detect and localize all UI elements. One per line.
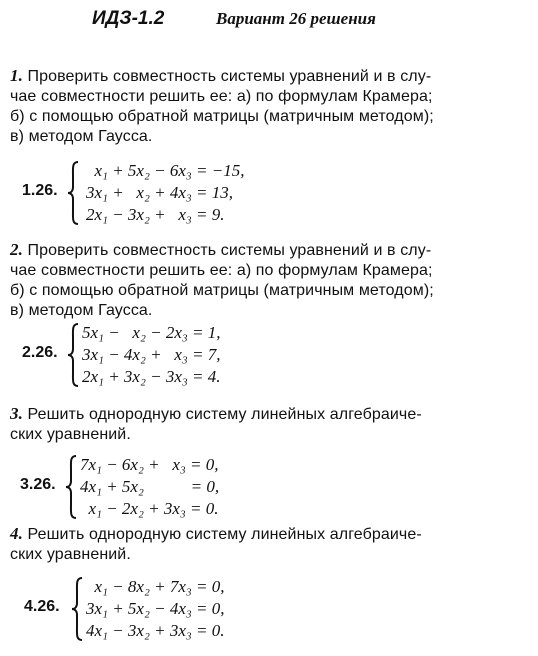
task-1-line-1: 1. Проверить совместность системы уравнений и в слу- [10,66,432,85]
task-4-line-1: 4. Решить однородную систему линейных алгебраиче- [10,524,422,543]
system-label: 4.26. [24,598,60,615]
equation-1: x₁ + 5x₂ − 6x₃ = −15, [86,161,245,180]
equation-1: 5x₁ − x₂ − 2x₃ = 1, [82,323,221,342]
task-1-number: 1. [10,66,23,85]
task-1-line-3: б) с помощью обратной матрицы (матричным методом); [10,108,434,125]
variant-title: Вариант 26 решения [216,9,376,28]
system-label: 2.26. [22,344,58,361]
task-2-statement [10,240,522,321]
equation-2: 3x₁ + 5x₂ − 4x₃ = 0, [86,599,225,618]
equation-1: 7x₁ − 6x₂ + x₃ = 0, [80,455,219,474]
task-1-line-2: чае совместности решить ее: а) по формулам Крамера; [10,88,433,105]
curly-brace-icon [64,454,78,520]
curly-brace-icon [70,576,84,642]
equation-3: x₁ − 2x₂ + 3x₃ = 0. [80,499,219,518]
task-2-line-1: 2. Проверить совместность системы уравнений и в слу- [10,240,432,259]
task-3-statement [10,404,522,445]
task-3-line-2: ских уравнений. [10,426,131,443]
system-1-26 [22,160,322,226]
equation-3: 4x₁ − 3x₂ + 3x₃ = 0. [86,621,225,640]
assignment-code: ИДЗ-1.2 [92,8,165,29]
system-4-26 [24,576,324,642]
system-3-26 [20,454,320,520]
system-2-26 [22,322,322,388]
curly-brace-icon [66,322,80,388]
task-2-number: 2. [10,240,23,259]
curly-brace-icon [66,160,80,226]
task-4-number: 4. [10,524,23,543]
equation-2: 4x₁ + 5x₂ = 0, [80,477,220,496]
equation-3: 2x₁ + 3x₂ − 3x₃ = 4. [82,367,221,386]
task-4-statement [10,524,522,565]
equation-3: 2x₁ − 3x₂ + x₃ = 9. [86,205,225,224]
task-1-line-4: в) методом Гаусса. [10,128,153,145]
page-header [0,8,538,34]
equation-1: x₁ − 8x₂ + 7x₃ = 0, [86,577,225,596]
system-label: 3.26. [20,476,56,493]
task-3-line-1: 3. Решить однородную систему линейных алгебраиче- [10,404,422,423]
task-2-line-4: в) методом Гаусса. [10,302,153,319]
task-2-line-2: чае совместности решить ее: а) по формулам Крамера; [10,262,433,279]
task-2-line-3: б) с помощью обратной матрицы (матричным методом); [10,282,434,299]
task-1-statement [10,66,522,147]
task-3-number: 3. [10,404,23,423]
task-4-line-2: ских уравнений. [10,546,131,563]
system-label: 1.26. [22,182,58,199]
equation-2: 3x₁ + x₂ + 4x₃ = 13, [86,183,234,202]
equation-2: 3x₁ − 4x₂ + x₃ = 7, [82,345,221,364]
